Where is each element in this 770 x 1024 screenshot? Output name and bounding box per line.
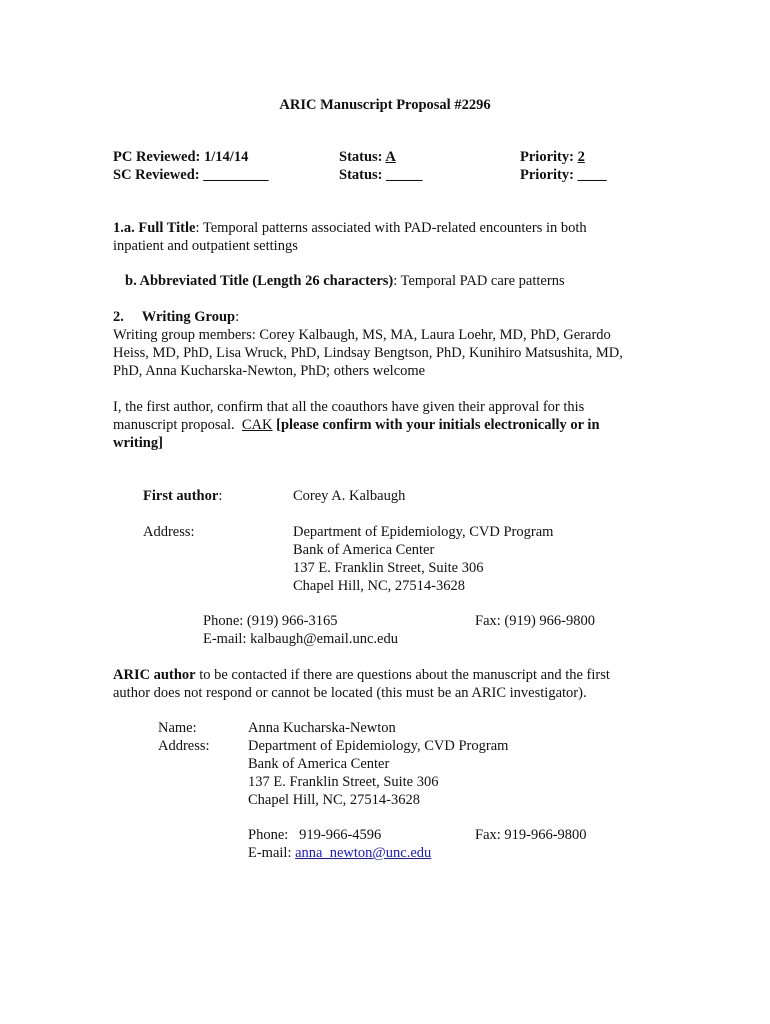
aric-author-line-1 xyxy=(113,666,610,684)
writing-group-heading xyxy=(113,308,239,326)
priority xyxy=(520,148,585,166)
confirm-instruction: [please confirm with your initials electronically or in xyxy=(272,417,600,433)
aric-name: Anna Kucharska-Newton xyxy=(248,720,396,736)
aric-address-line-1: Department of Epidemiology, CVD Program xyxy=(248,738,509,754)
sc-reviewed: SC Reviewed: _________ xyxy=(113,167,269,183)
aric-fax: Fax: 919-966-9800 xyxy=(475,827,587,843)
confirm-line-1: I, the first author, confirm that all the coauthors have given their approval for this xyxy=(113,399,585,415)
pc-reviewed-value: 1/14/14 xyxy=(204,149,249,165)
first-author-label: First author xyxy=(143,488,219,504)
confirm-line-3: writing] xyxy=(113,435,163,451)
first-author-address-line-1: Department of Epidemiology, CVD Program xyxy=(293,524,554,540)
first-author-address-line-3: 137 E. Franklin Street, Suite 306 xyxy=(293,560,484,576)
aric-phone: Phone: 919-966-4596 xyxy=(248,827,382,843)
pc-reviewed-label: PC Reviewed: xyxy=(113,149,201,165)
author-initials: CAK xyxy=(241,417,273,433)
status-2: Status: _____ xyxy=(339,167,423,183)
aric-author-line-2: author does not respond or cannot be located (this must be an ARIC investigator). xyxy=(113,685,587,701)
aric-address-line-4: Chapel Hill, NC, 27514-3628 xyxy=(248,792,420,808)
writing-group-colon: : xyxy=(235,309,240,325)
pc-reviewed xyxy=(113,148,248,166)
aric-email-label: E-mail: xyxy=(248,845,296,861)
writing-group-line-3: PhD, Anna Kucharska-Newton, PhD; others welcome xyxy=(113,363,426,379)
full-title-line-2: inpatient and outpatient settings xyxy=(113,238,298,254)
priority-value: 2 xyxy=(577,149,585,165)
first-author-label-row xyxy=(143,487,222,505)
status-label: Status: xyxy=(339,149,383,165)
confirm-line-2 xyxy=(113,416,600,434)
confirm-text: manuscript proposal. xyxy=(113,417,242,433)
writing-group-line-2: Heiss, MD, PhD, Lisa Wruck, PhD, Lindsay Bengtson, PhD, Kunihiro Matsushita, MD, xyxy=(113,345,623,361)
first-author-address-line-4: Chapel Hill, NC, 27514-3628 xyxy=(293,578,465,594)
first-author-colon: : xyxy=(218,488,223,504)
first-author-name: Corey A. Kalbaugh xyxy=(293,488,406,504)
abbreviated-title-label: b. Abbreviated Title (Length 26 characters) xyxy=(125,273,394,289)
aric-address-line-3: 137 E. Franklin Street, Suite 306 xyxy=(248,774,439,790)
aric-name-label: Name: xyxy=(158,720,197,736)
aric-author-text: to be contacted if there are questions about the manuscript and the first xyxy=(195,667,610,683)
aric-address-label: Address: xyxy=(158,738,210,754)
first-author-phone: Phone: (919) 966-3165 xyxy=(203,613,338,629)
aric-address-line-2: Bank of America Center xyxy=(248,756,390,772)
document-title: ARIC Manuscript Proposal #2296 xyxy=(279,97,491,113)
full-title-label: 1.a. Full Title xyxy=(113,220,196,236)
first-author-address-line-2: Bank of America Center xyxy=(293,542,435,558)
first-author-address-label: Address: xyxy=(143,524,195,540)
aric-email-row xyxy=(248,844,431,862)
aric-author-label: ARIC author xyxy=(113,667,196,683)
priority-2: Priority: ____ xyxy=(520,167,607,183)
full-title-text: : Temporal patterns associated with PAD-related encounters in both xyxy=(195,220,587,236)
writing-group-line-1: Writing group members: Corey Kalbaugh, MS, MA, Laura Loehr, MD, PhD, Gerardo xyxy=(113,327,611,343)
priority-label: Priority: xyxy=(520,149,574,165)
writing-group-label: 2. Writing Group xyxy=(113,309,236,325)
status-value: A xyxy=(385,149,396,165)
abbreviated-title-text: : Temporal PAD care patterns xyxy=(393,273,565,289)
status xyxy=(339,148,396,166)
first-author-fax: Fax: (919) 966-9800 xyxy=(475,613,596,629)
full-title-line-1 xyxy=(113,219,587,237)
aric-email-link[interactable]: anna_newton@unc.edu xyxy=(295,845,432,861)
first-author-email: E-mail: kalbaugh@email.unc.edu xyxy=(203,631,398,647)
abbreviated-title xyxy=(125,272,565,290)
